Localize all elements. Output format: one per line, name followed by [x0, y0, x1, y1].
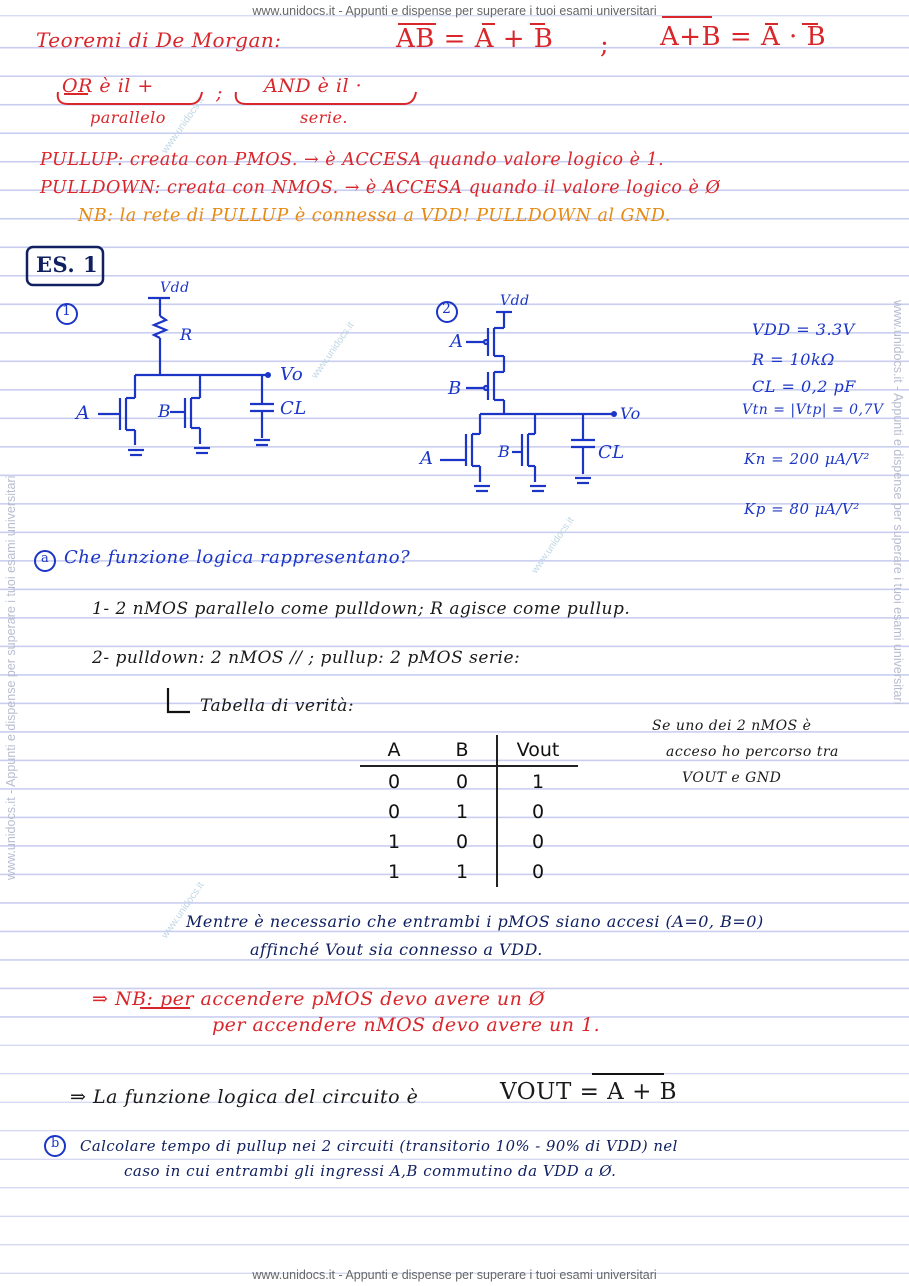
table-row [360, 827, 578, 857]
table-cell: 0 [497, 857, 578, 887]
side-note-line-2: acceso ho percorso tra [666, 744, 839, 760]
c2-b-bottom-label: B [498, 442, 511, 461]
question-b-line-2: caso in cui entrambi gli ingressi A,B commutino da VDD a Ø. [124, 1162, 617, 1180]
truth-table-intro: Tabella di verità: [200, 696, 355, 716]
diagonal-watermark: www.unidocs.it [309, 320, 357, 381]
table-row [360, 766, 578, 797]
circuit-1-number: 1 [62, 303, 72, 319]
param-vdd: VDD = 3.3V [752, 320, 855, 339]
question-b-marker: b [51, 1136, 60, 1151]
series-label: serie. [300, 108, 348, 127]
truth-table-header-b: B [428, 735, 497, 766]
nb-line-2: per accendere nMOS devo avere un 1. [212, 1014, 601, 1036]
table-cell: 1 [387, 831, 401, 853]
theorem-title: Teoremi di De Morgan: [36, 28, 282, 52]
c2-vo-label: Vo [620, 404, 641, 423]
truth-table-header-vout: Vout [497, 735, 578, 766]
table-cell: 1 [455, 861, 469, 883]
c2-a-top-label: A [450, 331, 464, 352]
or-note: OR è il + [62, 75, 154, 97]
diagonal-watermark: www.unidocs.it [529, 515, 577, 576]
table-cell: 0 [387, 801, 401, 823]
question-a-marker: a [41, 551, 50, 566]
table-cell: 0 [455, 771, 469, 793]
c2-b-top-label: B [448, 378, 462, 399]
truth-table [360, 735, 578, 887]
param-cl: CL = 0,2 pF [752, 377, 856, 396]
table-cell: 1 [497, 766, 578, 797]
side-watermark-right: www.unidocs.it - Appunti e dispense per superare i tuoi esami universitari [891, 300, 905, 705]
side-watermark-left: www.unidocs.it - Appunti e dispense per superare i tuoi esami universitari [4, 475, 18, 880]
pull-nb: NB: la rete di PULLUP è connessa a VDD! PULLDOWN al GND. [78, 206, 671, 226]
table-cell: 1 [455, 801, 469, 823]
header-watermark: www.unidocs.it - Appunti e dispense per superare i tuoi esami universitari [252, 4, 657, 18]
c1-vo-label: Vo [280, 364, 304, 385]
c1-a-label: A [76, 402, 91, 424]
table-cell: 0 [455, 831, 469, 853]
de-morgan-eq2: A+B = A · B [660, 22, 827, 52]
c2-vdd-label: Vdd [500, 293, 530, 309]
logic-result: VOUT = A + B [500, 1079, 678, 1105]
and-note: AND è il · [264, 75, 363, 97]
table-cell: 0 [387, 771, 401, 793]
pulldown-def: PULLDOWN: creata con NMOS. → è ACCESA quando il valore logico è Ø [40, 178, 721, 198]
c2-a-bottom-label: A [420, 448, 434, 469]
de-morgan-eq1: AB = A + B [396, 24, 554, 54]
c2-cl-label: CL [598, 442, 625, 463]
diagonal-watermark: www.unidocs.it [159, 880, 207, 941]
answer-line-2: 2- pulldown: 2 nMOS // ; pullup: 2 pMOS serie: [92, 648, 521, 668]
table-cell: 1 [387, 861, 401, 883]
conclusion-text: ⇒ La funzione logica del circuito è [70, 1086, 419, 1108]
side-note-line-3: VOUT e GND [682, 770, 782, 786]
table-row [360, 857, 578, 887]
param-kn: Kn = 200 μA/V² [744, 450, 870, 468]
bracket-separator: ; [216, 82, 223, 104]
circuit-2-number: 2 [442, 301, 452, 317]
mentre-line-1: Mentre è necessario che entrambi i pMOS siano accesi (A=0, B=0) [186, 912, 764, 931]
de-morgan-separator: ; [600, 30, 610, 60]
param-vt: Vtn = |Vtp| = 0,7V [742, 402, 884, 418]
c1-vdd-label: Vdd [160, 280, 190, 296]
c1-cl-label: CL [280, 398, 307, 419]
truth-table-header-a: A [360, 735, 428, 766]
diagonal-watermark: www.unidocs.it [159, 95, 207, 156]
question-b-line-1: Calcolare tempo di pullup nei 2 circuiti (transitorio 10% - 90% di VDD) nel [80, 1138, 678, 1155]
nb-line-1: ⇒ NB: per accendere pMOS devo avere un Ø [92, 988, 546, 1010]
param-r: R = 10kΩ [752, 350, 835, 369]
table-cell: 0 [497, 827, 578, 857]
footer-watermark: www.unidocs.it - Appunti e dispense per superare i tuoi esami universitari [252, 1268, 657, 1282]
question-a-title: Che funzione logica rappresentano? [64, 547, 411, 568]
truth-table-header-row [360, 735, 578, 766]
c1-b-label: B [158, 402, 171, 422]
exercise-label: ES. 1 [36, 252, 99, 277]
mentre-line-2: affinché Vout sia connesso a VDD. [250, 940, 543, 959]
table-cell: 0 [497, 797, 578, 827]
param-kp: Kp = 80 μA/V² [744, 500, 860, 518]
parallel-label: parallelo [90, 108, 166, 127]
side-note-line-1: Se uno dei 2 nMOS è [652, 718, 812, 734]
table-row [360, 797, 578, 827]
pullup-def: PULLUP: creata con PMOS. → è ACCESA quando valore logico è 1. [40, 150, 665, 170]
c1-r-label: R [180, 325, 193, 344]
answer-line-1: 1- 2 nMOS parallelo come pulldown; R agisce come pullup. [92, 599, 631, 619]
